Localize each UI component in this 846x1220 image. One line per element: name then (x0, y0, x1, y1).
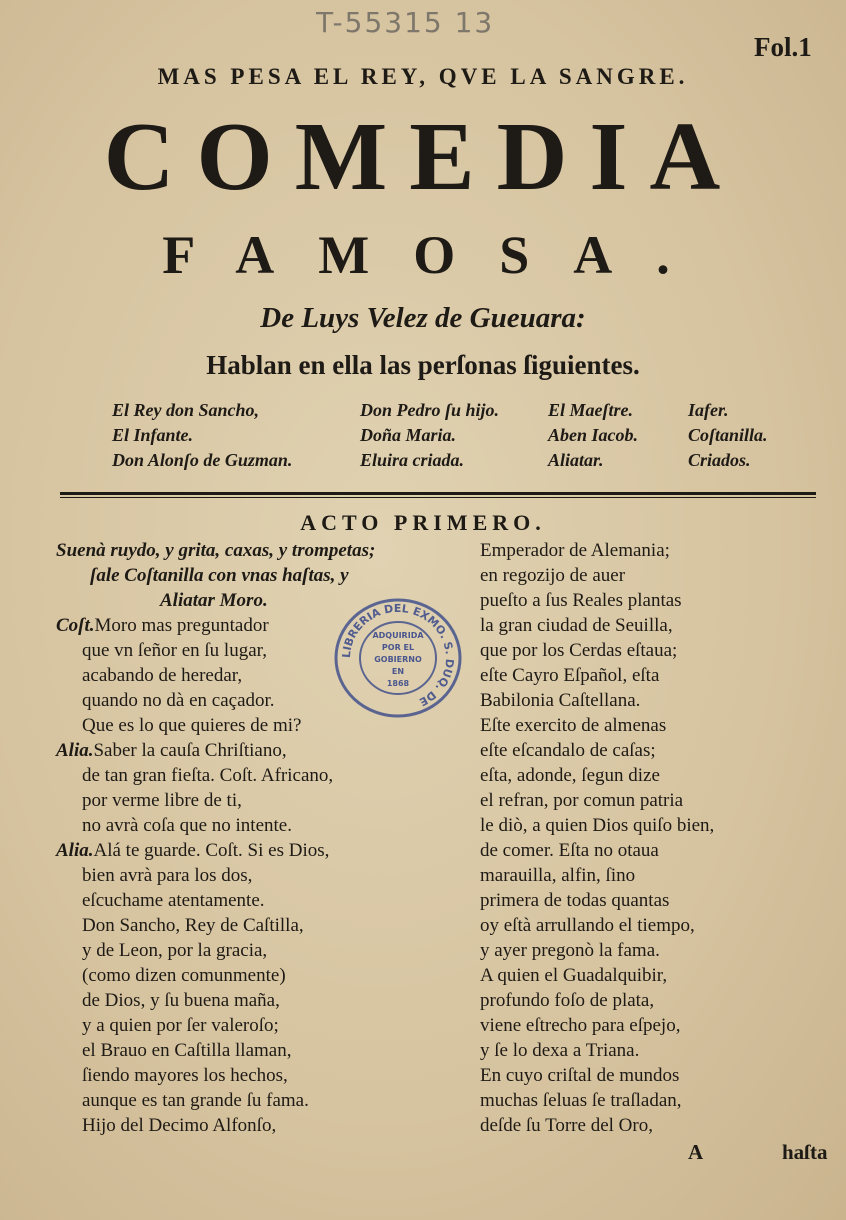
title-comedia: COMEDIA (103, 103, 743, 211)
stamp-center-text: GOBIERNO (374, 655, 422, 664)
stage-direction-line: Aliatar Moro. (160, 590, 268, 611)
verse-text: ſiendo mayores los hechos, (82, 1065, 288, 1086)
library-stamp (330, 594, 466, 722)
verse-line: eſte eſcandalo de caſas; (480, 740, 656, 761)
verse-line: Babilonia Caſtellana. (480, 690, 641, 711)
verse-text: bien avrà para los dos, (82, 865, 253, 886)
verse-line: eſte Cayro Eſpañol, eſta (480, 665, 660, 686)
verse-text: quando no dà en caçador. (82, 690, 275, 711)
stamp-center-text: POR EL (381, 643, 415, 652)
verse-line (56, 738, 375, 763)
verse-line: le diò, a quien Dios quiſo bien, (480, 815, 715, 836)
cast-name: Don Pedro ſu hijo. (360, 400, 500, 420)
verse-line: oy eſtà arrullando el tiempo, (480, 915, 695, 936)
running-title: MAS PESA EL REY, QVE LA SANGRE. (157, 64, 689, 89)
verse-line: y ſe lo dexa a Triana. (480, 1040, 640, 1061)
cast-name: Aliatar. (548, 450, 604, 470)
verse-line: de comer. Eſta no otaua (480, 840, 659, 861)
verse-line: marauilla, alfin, ſino (480, 865, 636, 886)
stamp-center-text: 1868 (386, 679, 410, 688)
verse-text: y a quien por ſer valeroſo; (82, 1015, 279, 1036)
left-verse-lines (56, 613, 375, 1138)
verse-line (56, 1088, 375, 1113)
verse-line: eſta, adonde, ſegun dize (480, 765, 660, 786)
verse-line (56, 688, 375, 713)
left-text-column (56, 538, 375, 1138)
double-rule-divider (60, 492, 816, 498)
cast-name: Doña Maria. (360, 425, 457, 445)
verse-text: de tan gran fieſta. Coſt. Africano, (82, 765, 334, 786)
verse-text: que vn ſeñor en ſu lugar, (82, 640, 267, 661)
verse-line: A quien el Guadalquibir, (480, 965, 668, 986)
verse-text: Moro mas preguntador (94, 615, 269, 636)
verse-text: el Brauo en Caſtilla llaman, (82, 1040, 292, 1061)
stage-direction-line: Suenà ruydo, y grita, caxas, y trompetas; (56, 540, 376, 561)
stage-direction-line: ſale Coſtanilla con vnas haſtas, y (90, 565, 349, 586)
verse-line: primera de todas quantas (480, 890, 670, 911)
right-verse-lines (480, 538, 714, 1138)
verse-text: acabando de heredar, (82, 665, 243, 686)
cast-column-2 (360, 398, 499, 473)
personas-heading: Hablan en ella las perſonas ſiguientes. (206, 350, 640, 380)
verse-line: y ayer pregonò la fama. (480, 940, 660, 961)
speaker-label: Alia. (56, 840, 94, 861)
verse-line: viene eſtrecho para eſpejo, (480, 1015, 681, 1036)
verse-line (56, 813, 375, 838)
verse-text: Alá te guarde. Coſt. Si es Dios, (93, 840, 330, 861)
verse-line (56, 938, 375, 963)
verse-line: en regozijo de auer (480, 565, 626, 586)
verse-line (56, 913, 375, 938)
cast-name: Eluira criada. (360, 450, 465, 470)
right-text-column (480, 538, 714, 1138)
verse-line: que por los Cerdas eſtaua; (480, 640, 678, 661)
verse-text: Hijo del Decimo Alfonſo, (82, 1115, 277, 1136)
cast-column-3 (548, 398, 638, 473)
verse-line (56, 663, 375, 688)
catchword: haſta (782, 1140, 828, 1164)
stamp-ring-text: LIBRERIA DEL EXMO. S. DUQ. DE (339, 601, 457, 709)
verse-text: y de Leon, por la gracia, (82, 940, 268, 961)
verse-text: Don Sancho, Rey de Caſtilla, (82, 915, 304, 936)
verse-line (56, 1113, 375, 1138)
cast-name: El Rey don Sancho, (112, 400, 260, 420)
cast-column-4 (688, 398, 768, 473)
verse-line: Eſte exercito de almenas (480, 715, 667, 736)
cast-column-1 (112, 398, 292, 473)
verse-line: la gran ciudad de Seuilla, (480, 615, 673, 636)
cast-name: Coſtanilla. (688, 425, 768, 445)
verse-line (56, 613, 375, 638)
verse-text: aunque es tan grande ſu fama. (82, 1090, 309, 1111)
verse-line (56, 838, 375, 863)
verse-line: profundo foſo de plata, (480, 990, 655, 1011)
cast-name: El Infante. (112, 425, 194, 445)
verse-line: deſde ſu Torre del Oro, (480, 1115, 653, 1136)
verse-line (56, 1063, 375, 1088)
verse-line (56, 788, 375, 813)
verse-line (56, 763, 375, 788)
verse-line (56, 1013, 375, 1038)
verse-line (56, 638, 375, 663)
stamp-center-text: ADQUIRIDA (372, 631, 424, 640)
verse-text: por verme libre de ti, (82, 790, 242, 811)
stamp-center-text: EN (391, 667, 405, 676)
verse-line: Emperador de Alemania; (480, 540, 670, 561)
cast-name: Don Alonſo de Guzman. (112, 450, 293, 470)
verse-text: Saber la cauſa Chriſtiano, (93, 740, 287, 761)
verse-line: En cuyo criſtal de mundos (480, 1065, 680, 1086)
verse-line (56, 863, 375, 888)
verse-text: (como dizen comunmente) (82, 965, 286, 986)
verse-line (56, 963, 375, 988)
act-heading: ACTO PRIMERO. (300, 510, 546, 535)
signature-mark: A (688, 1140, 704, 1164)
verse-line (56, 888, 375, 913)
title-famosa: FAMOSA. (162, 225, 714, 285)
cast-name: Aben Iacob. (548, 425, 638, 445)
cast-name: Iafer. (688, 400, 729, 420)
library-stamp-graphic (330, 594, 466, 722)
handwritten-shelfmark: T-55315 13 (316, 6, 495, 39)
verse-line (56, 988, 375, 1013)
verse-text: no avrà coſa que no intente. (82, 815, 292, 836)
verse-text: eſcuchame atentamente. (82, 890, 265, 911)
verse-line: muchas ſeluas ſe traſladan, (480, 1090, 682, 1111)
verse-line: el refran, por comun patria (480, 790, 684, 811)
verse-line: pueſto a ſus Reales plantas (480, 590, 682, 611)
verse-line (56, 1038, 375, 1063)
verse-text: Que es lo que quieres de mi? (82, 715, 302, 736)
cast-name: El Maeſtre. (548, 400, 633, 420)
speaker-label: Coſt. (56, 615, 95, 636)
cast-name: Criados. (688, 450, 751, 470)
speaker-label: Alia. (56, 740, 94, 761)
folio-number: Fol.1 (754, 32, 812, 62)
verse-line (56, 713, 375, 738)
author-line: De Luys Velez de Gueuara: (260, 302, 586, 334)
verse-text: de Dios, y ſu buena maña, (82, 990, 280, 1011)
